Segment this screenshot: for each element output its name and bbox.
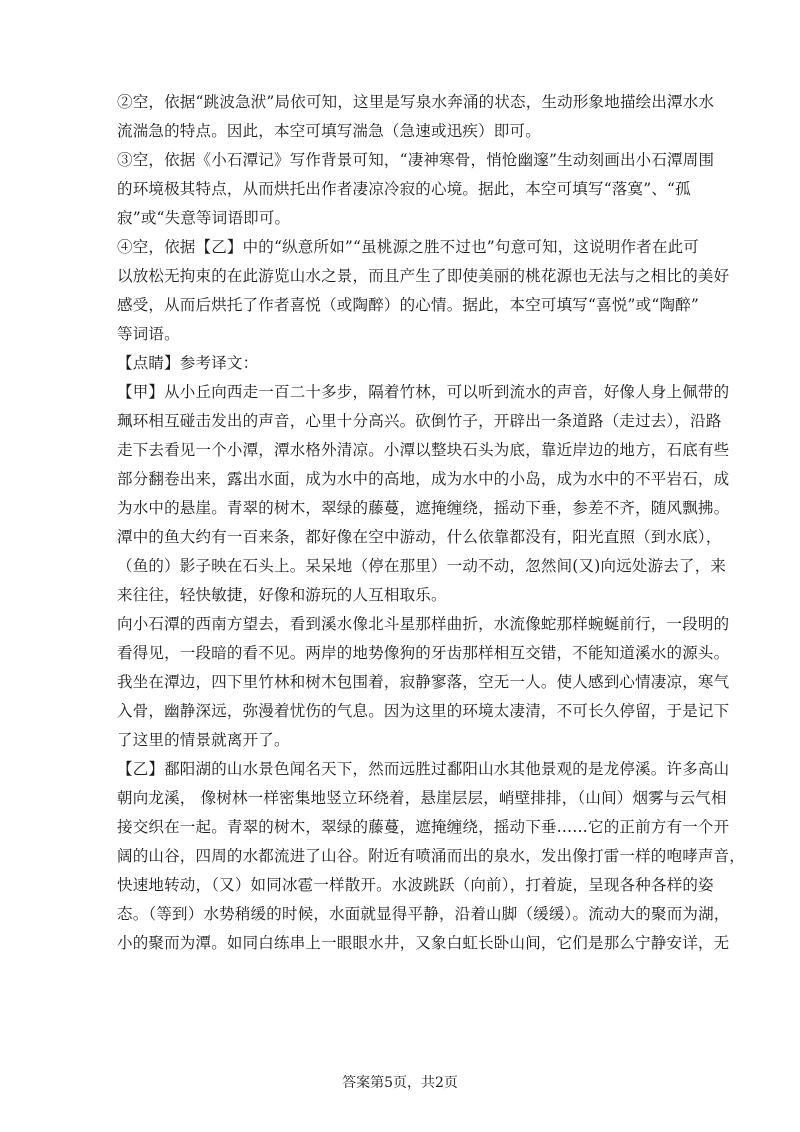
text-line: （鱼的）影子映在石头上。呆呆地（停在那里）一动不动，忽然间(又)向远处游去了，来 (117, 557, 727, 575)
text-line: 小的聚而为潭。如同白练串上一眼眼水井，又象白虹长卧山间，它们是那么宁静安详，无 (117, 934, 730, 952)
text-line: 朝向龙溪， 像树林一样密集地竖立环绕着，悬崖层层，峭壁排排，（山间）烟雾与云气相 (117, 789, 727, 807)
text-line: 流湍急的特点。因此，本空可填写湍急（急速或迅疾）即可。 (117, 122, 541, 140)
text-line: 【点睛】参考译文： (117, 354, 259, 372)
text-line: 走下去看见一个小潭，潭水格外清凉。小潭以整块石头为底，靠近岸边的地方，石底有些 (117, 441, 730, 459)
text-line: 了这里的情景就离开了。 (117, 731, 290, 749)
text-line: 阔的山谷，四周的水都流进了山谷。附近有喷涌而出的泉水，发出像打雷一样的咆哮声音， (117, 847, 746, 865)
text-line: 的环境极其特点，从而烘托出作者凄凉冷寂的心境。据此，本空可填写“落寞”、“孤 (117, 180, 691, 198)
text-line: 向小石潭的西南方望去，看到溪水像北斗星那样曲折，水流像蛇那样蜿蜒前行，一段明的 (117, 615, 730, 633)
text-line: 感受，从而后烘托了作者喜悦（或陶醉）的心情。据此，本空可填写“喜悦”或“陶醉” (117, 296, 699, 314)
text-line: 等词语。 (117, 325, 180, 343)
text-line: 以放松无拘束的在此游览山水之景，而且产生了即使美丽的桃花源也无法与之相比的美好 (117, 267, 730, 285)
text-line: 我坐在潭边，四下里竹林和树木包围着，寂静寥落，空无一人。使人感到心情凄凉，寒气 (117, 673, 730, 691)
text-line: 部分翻卷出来，露出水面，成为水中的高地，成为水中的小岛，成为水中的不平岩石，成 (117, 470, 730, 488)
text-line: 潭中的鱼大约有一百来条，都好像在空中游动，什么依靠都没有，阳光直照（到水底）， (117, 528, 722, 546)
text-line: 态。（等到）水势稍缓的时候，水面就显得平静，沿着山脚（缓缓）。流动大的聚而为湖， (117, 905, 730, 923)
text-line: 寂”或“失意等词语即可。 (117, 209, 291, 227)
text-line: 快速地转动，（又）如同冰雹一样散开。水波跳跃（向前），打着旋，呈现各种各样的姿 (117, 876, 714, 894)
answer-text-block (117, 88, 746, 958)
text-line: ④空，依据【乙】中的“纵意所如”“虽桃源之胜不过也”句意可知，这说明作者在此可 (117, 238, 699, 256)
page-footer: 答案第5页，共2页 (342, 1075, 458, 1091)
text-line: ②空，依据“跳波急洑”局依可知，这里是写泉水奔涌的状态，生动形象地描绘出潭水水 (117, 93, 715, 111)
text-line: 【乙】鄱阳湖的山水景色闻名天下，然而远胜过鄱阳山水其他景观的是龙停溪。许多高山 (117, 760, 730, 778)
text-line: 接交织在一起。青翠的树木，翠绿的藤蔓，遮掩缠绕，摇动下垂……它的正前方有一个开 (117, 818, 730, 836)
text-line: 【甲】从小丘向西走一百二十多步，隔着竹林，可以听到流水的声音，好像人身上佩带的 (117, 383, 730, 401)
text-line: 珮环相互碰击发出的声音，心里十分高兴。砍倒竹子，开辟出一条道路（走过去），沿路 (117, 412, 722, 430)
text-line: 看得见，一段暗的看不见。两岸的地势像狗的牙齿那样相互交错，不能知道溪水的源头。 (117, 644, 730, 662)
text-line: 入骨，幽静深远，弥漫着忧伤的气息。因为这里的环境太凄清，不可长久停留，于是记下 (117, 702, 730, 720)
text-line: 为水中的悬崖。青翠的树木，翠绿的藤蔓，遮掩缠绕，摇动下垂，参差不齐，随风飘拂。 (117, 499, 730, 517)
text-line: 来往往，轻快敏捷，好像和游玩的人互相取乐。 (117, 586, 447, 604)
text-line: ③空，依据《小石潭记》写作背景可知，“凄神寒骨，悄怆幽邃”生动刻画出小石潭周围 (117, 151, 715, 169)
